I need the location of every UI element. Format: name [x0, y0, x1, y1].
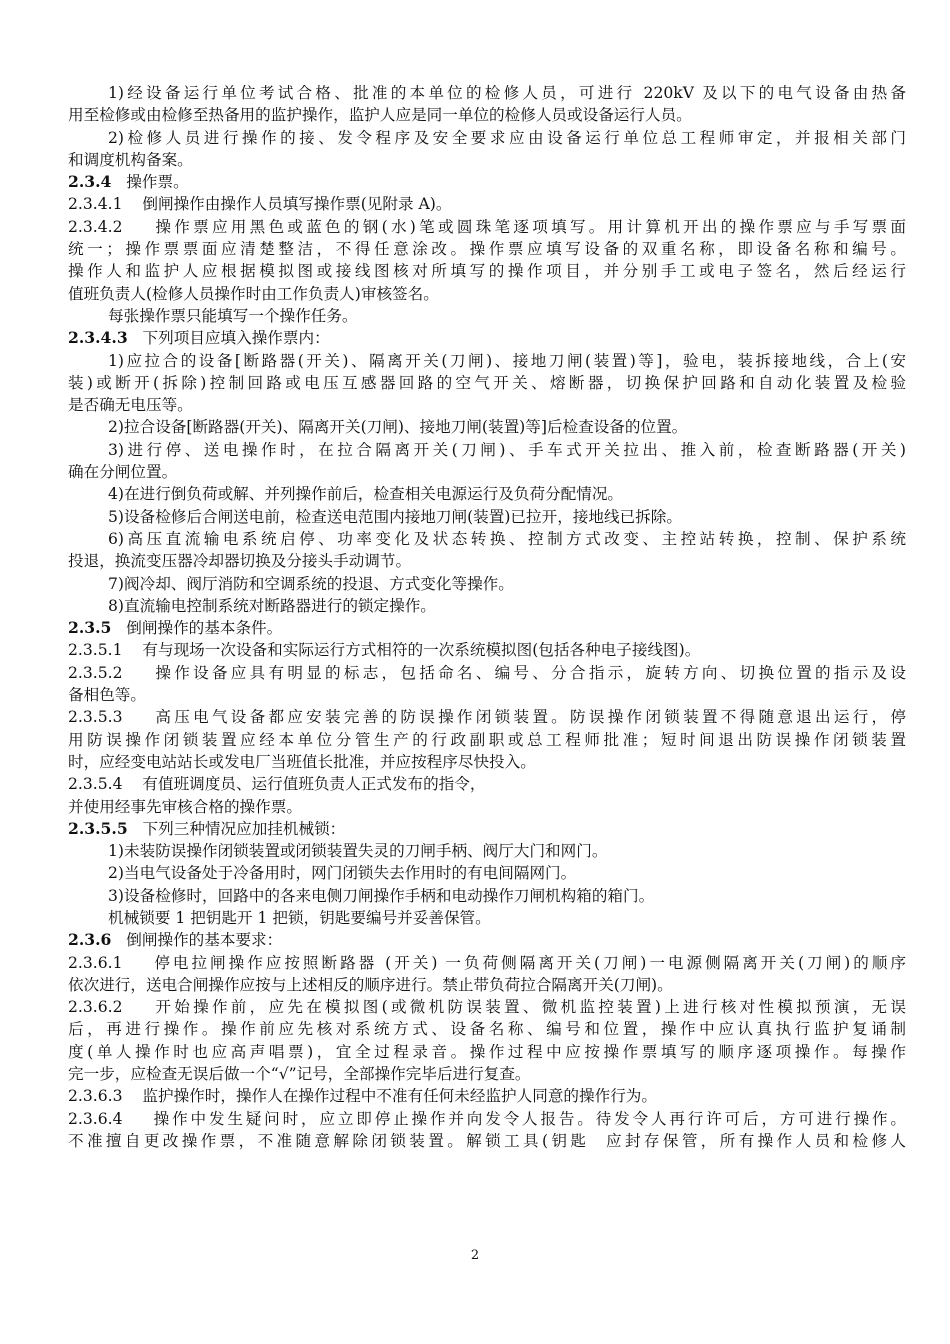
- text-line: [68, 595, 906, 617]
- text-line: [68, 907, 906, 929]
- text-line: [68, 394, 906, 416]
- line-text: 每张操作票只能填写一个操作任务。: [108, 306, 358, 325]
- text-line: [68, 260, 906, 282]
- text-line: [68, 483, 906, 505]
- line-text: 2.3.5.4 有值班调度员、运行值班负责人正式发布的指令，: [68, 775, 486, 794]
- text-line: [68, 1108, 906, 1130]
- text-line: [68, 506, 906, 528]
- line-text: 7)阀冷却、阀厅消防和空调系统的投退、方式变化等操作。: [108, 574, 514, 593]
- text-line: [68, 639, 906, 661]
- text-line: [68, 171, 906, 193]
- line-text: 度(单人操作时也应高声唱票)，宜全过程录音。操作过程中应按操作票填写的顺序逐项操作。每操作: [68, 1042, 906, 1061]
- line-text: 后，再进行操作。操作前应先核对系统方式、设备名称、编号和位置，操作中应认真执行监护复诵制: [68, 1020, 906, 1039]
- line-text: 和调度机构备案。: [68, 150, 193, 169]
- document-body: [68, 82, 906, 1152]
- line-text: 完一步，应检查无误后做一个“√”记号，全部操作完毕后进行复查。: [68, 1065, 531, 1084]
- line-text: 8)直流输电控制系统对断路器进行的锁定操作。: [108, 596, 436, 615]
- line-text: 装)或断开(拆除)控制回路或电压互感器回路的空气开关、熔断器，切换保护回路和自动化装置及检验: [68, 373, 906, 392]
- line-text: 机械锁要 1 把钥匙开 1 把锁，钥匙要编号并妥善保管。: [108, 908, 491, 927]
- line-text: 1)经设备运行单位考试合格、批准的本单位的检修人员，可进行 220kV 及以下的电气设备由热备: [108, 84, 906, 102]
- line-text: 不准擅自更改操作票，不准随意解除闭锁装置。解锁工具(钥匙 应封存保管，所有操作人员和检修人: [68, 1131, 906, 1150]
- line-text: 用防误操作闭锁装置应经本单位分管生产的行政副职或总工程师批准；短时间退出防误操作闭锁装置: [68, 730, 906, 749]
- line-text: 确在分闸位置。: [68, 463, 178, 482]
- text-line: [68, 1063, 906, 1085]
- text-line: [68, 885, 906, 907]
- line-text: 值班负责人(检修人员操作时由工作负责人)审核签名。: [68, 284, 439, 303]
- line-text: 并使用经事先审核合格的操作票。: [68, 797, 302, 816]
- text-line: [68, 238, 906, 260]
- text-line: [68, 193, 906, 215]
- line-text: 统一；操作票票面应清楚整洁，不得任意涂改。操作票应填写设备的双重名称，即设备名称和编号。: [68, 240, 906, 259]
- line-text: 2)当电气设备处于冷备用时，网门闭锁失去作用时的有电间隔网门。: [108, 864, 577, 883]
- text-line: [68, 862, 906, 884]
- line-text: 倒闸操作的基本条件。: [111, 619, 283, 638]
- line-text: 2.3.6.2 开始操作前，应先在模拟图(或微机防误装置、微机监控装置)上进行核对性模拟预演，无误: [68, 998, 906, 1017]
- text-line: [68, 216, 906, 238]
- text-line: [68, 416, 906, 438]
- text-line: [68, 149, 906, 171]
- text-line: [68, 996, 906, 1018]
- text-line: [68, 372, 906, 394]
- line-text: 3)设备检修时，回路中的各来电侧刀闸操作手柄和电动操作刀闸机构箱的箱门。: [108, 886, 655, 905]
- line-text: 2.3.6.1 停电拉闸操作应按照断路器 (开关) 一负荷侧隔离开关(刀闸)一电源侧隔离开关(刀闸)的顺序: [68, 953, 906, 972]
- line-text: 2.3.5.3 高压电气设备都应安装完善的防误操作闭锁装置。防误操作闭锁装置不得随意退出运行，停: [68, 708, 906, 727]
- text-line: [68, 796, 906, 818]
- text-line: [68, 82, 906, 104]
- text-line: [68, 104, 906, 126]
- line-text: 1)应拉合的设备[断路器(开关)、隔离开关(刀闸)、接地刀闸(装置)等]，验电，装拆接地线，合上(安: [108, 351, 906, 370]
- line-text: 时，应经变电站站长或发电厂当班值长批准，并应按程序尽快投入。: [68, 752, 536, 771]
- line-text: 3)进行停、送电操作时，在拉合隔离开关(刀闸)、手车式开关拉出、推入前，检查断路器(开关): [108, 440, 906, 459]
- text-line: [68, 818, 906, 840]
- text-line: [68, 327, 906, 349]
- text-line: [68, 617, 906, 639]
- line-text: 2.3.5.1 有与现场一次设备和实际运行方式相符的一次系统模拟图(包括各种电子接线图)。: [68, 641, 701, 660]
- section-number: 2.3.4: [68, 172, 112, 192]
- text-line: [68, 350, 906, 372]
- line-text: 操作人和监护人应根据模拟图或接线图核对所填写的操作项目，并分别手工或电子签名，然后经运行: [68, 262, 906, 281]
- text-line: [68, 929, 906, 951]
- text-line: [68, 550, 906, 572]
- text-line: [68, 1041, 906, 1063]
- line-text: 依次进行，送电合闸操作应按与上述相反的顺序进行。禁止带负荷拉合隔离开关(刀闸)。: [68, 975, 673, 994]
- section-number: 2.3.4.3: [68, 328, 128, 348]
- line-text: 1)未装防误操作闭锁装置或闭锁装置失灵的刀闸手柄、阀厅大门和网门。: [108, 842, 608, 861]
- text-line: [68, 127, 906, 149]
- line-text: 是否确无电压等。: [68, 396, 193, 415]
- text-line: [68, 662, 906, 684]
- line-text: 5)设备检修后合闸送电前，检查送电范围内接地刀闸(装置)已拉开，接地线已拆除。: [108, 507, 682, 526]
- text-line: [68, 706, 906, 728]
- line-text: 备相色等。: [68, 686, 146, 705]
- text-line: [68, 439, 906, 461]
- text-line: [68, 751, 906, 773]
- line-text: 4)在进行倒负荷或解、并列操作前后，检查相关电源运行及负荷分配情况。: [108, 485, 624, 504]
- text-line: [68, 528, 906, 550]
- text-line: [68, 1018, 906, 1040]
- text-line: [68, 573, 906, 595]
- line-text: 6)高压直流输电系统启停、功率变化及状态转换、控制方式改变、主控站转换，控制、保护系统: [108, 529, 906, 548]
- line-text: 2)拉合设备[断路器(开关)、隔离开关(刀闸)、接地刀闸(装置)等]后检查设备的位置。: [108, 418, 688, 437]
- text-line: [68, 729, 906, 751]
- text-line: [68, 684, 906, 706]
- line-text: 下列三种情况应加挂机械锁：: [127, 819, 346, 838]
- line-text: 用至检修或由检修至热备用的监护操作，监护人应是同一单位的检修人员或设备运行人员。: [68, 106, 692, 125]
- text-line: [68, 773, 906, 795]
- section-number: 2.3.6: [68, 930, 112, 950]
- section-number: 2.3.5.5: [68, 818, 128, 838]
- line-text: 2)检修人员进行操作的接、发令程序及安全要求应由设备运行单位总工程师审定，并报相关部门: [108, 128, 906, 147]
- text-line: [68, 974, 906, 996]
- line-text: 2.3.4.1 倒闸操作由操作人员填写操作票(见附录 A)。: [68, 195, 452, 214]
- line-text: 倒闸操作的基本要求：: [111, 931, 283, 950]
- line-text: 2.3.4.2 操作票应用黑色或蓝色的钢(水)笔或圆珠笔逐项填写。用计算机开出的操作票应与手写票面: [68, 217, 906, 236]
- line-text: 2.3.6.4 操作中发生疑问时，应立即停止操作并向发令人报告。待发令人再行许可后，方可进行操作。: [68, 1109, 906, 1128]
- text-line: [68, 283, 906, 305]
- line-text: 下列项目应填入操作票内：: [127, 329, 330, 348]
- text-line: [68, 952, 906, 974]
- text-line: [68, 305, 906, 327]
- page-number: 2: [470, 1248, 480, 1263]
- line-text: 操作票。: [111, 173, 189, 192]
- text-line: [68, 1130, 906, 1152]
- line-text: 2.3.6.3 监护操作时，操作人在操作过程中不准有任何未经监护人同意的操作行为。: [68, 1087, 657, 1106]
- section-number: 2.3.5: [68, 618, 112, 638]
- line-text: 投退，换流变压器冷却器切换及分接头手动调节。: [68, 552, 412, 571]
- line-text: 2.3.5.2 操作设备应具有明显的标志，包括命名、编号、分合指示，旋转方向、切换位置的指示及设: [68, 663, 906, 682]
- text-line: [68, 840, 906, 862]
- text-line: [68, 1085, 906, 1107]
- text-line: [68, 461, 906, 483]
